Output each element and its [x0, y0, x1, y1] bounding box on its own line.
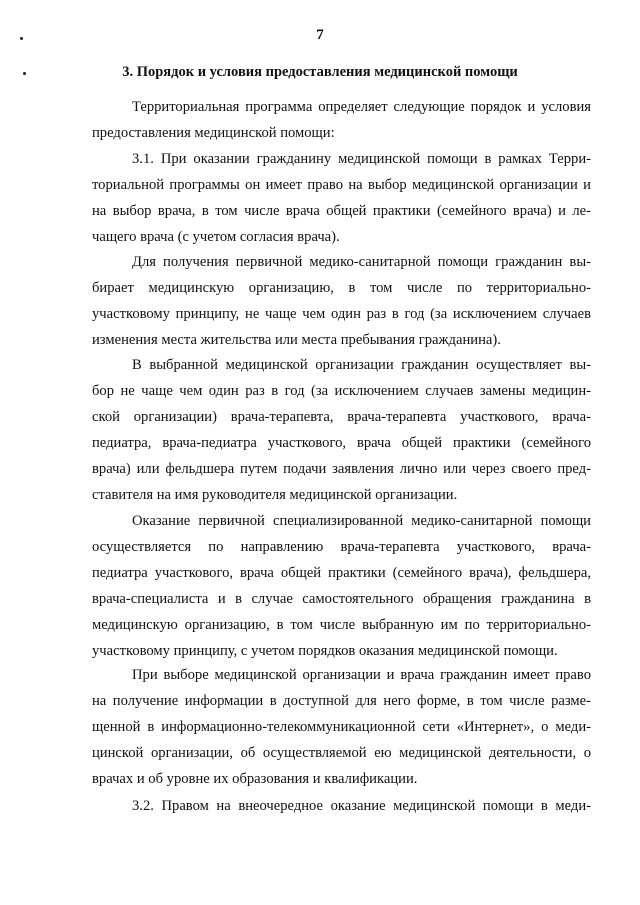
text-line: Для получения первичной медико-санитарной помощи гражданин вы-	[132, 254, 591, 270]
text-line: бирает медицинскую организацию, в том числе по территориально-	[92, 280, 591, 296]
text-line: Оказание первичной специализированной медико-санитарной помощи	[132, 513, 591, 529]
text-line: 3.2. Правом на внеочередное оказание медицинской помощи в меди-	[132, 798, 591, 814]
para-doctor-choice	[92, 352, 591, 508]
text-line: на выбор врача, в том числе врача общей практики (семейного врача) и ле-	[92, 203, 591, 219]
para-3-1	[92, 146, 591, 250]
text-line: врачах и об уровне их образования и квалификации.	[92, 771, 418, 787]
para-specialized-care	[92, 508, 591, 664]
text-line: ставителя на имя руководителя медицинской организации.	[92, 487, 458, 503]
page-number: 7	[316, 27, 324, 43]
para-information	[92, 662, 591, 792]
text-line: цинской организации, об осуществляемой ею медицинской деятельности, о	[92, 745, 591, 761]
text-line: участковому принципу, с учетом порядков оказания медицинской помощи.	[92, 643, 558, 659]
text-line: чащего врача (с учетом согласия врача).	[92, 229, 340, 245]
text-line: ториальной программы он имеет право на выбор медицинской организации и	[92, 177, 591, 193]
para-3-2	[92, 793, 591, 819]
text-line: Территориальная программа определяет следующие порядок и условия	[132, 99, 591, 115]
text-line: бор не чаще чем один раз в год (за исключением случаев замены медицин-	[92, 383, 591, 399]
text-line: щенной в информационно-телекоммуникационной сети «Интернет», о меди-	[92, 719, 591, 735]
text-line: предоставления медицинской помощи:	[92, 125, 335, 141]
text-line: осуществляется по направлению врача-терапевта участкового, врача-	[92, 539, 591, 555]
para-intro	[92, 94, 591, 146]
text-line: изменения места жительства или места пребывания гражданина).	[92, 332, 501, 348]
text-line: При выборе медицинской организации и врача гражданин имеет право	[132, 667, 591, 683]
text-line: участковому принципу, не чаще чем один раз в год (за исключением случаев	[92, 306, 591, 322]
text-line: педиатра участкового, врача общей практики (семейного врача), фельдшера,	[92, 565, 591, 581]
text-line: педиатра, врача-педиатра участкового, врача общей практики (семейного	[92, 435, 591, 451]
text-line: медицинскую организацию, в том числе выбранную им по территориально-	[92, 617, 591, 633]
text-line: врача-специалиста и в случае самостоятельного обращения гражданина в	[92, 591, 591, 607]
text-line: ской организации) врача-терапевта, врача-терапевта участкового, врача-	[92, 409, 591, 425]
text-line: В выбранной медицинской организации гражданин осуществляет вы-	[132, 357, 591, 373]
section-heading: 3. Порядок и условия предоставления медицинской помощи	[122, 64, 518, 80]
para-primary-care	[92, 249, 591, 353]
text-line: врача) или фельдшера путем подачи заявления лично или через своего пред-	[92, 461, 591, 477]
text-line: 3.1. При оказании гражданину медицинской помощи в рамках Терри-	[132, 151, 591, 167]
text-line: на получение информации в доступной для него форме, в том числе разме-	[92, 693, 591, 709]
